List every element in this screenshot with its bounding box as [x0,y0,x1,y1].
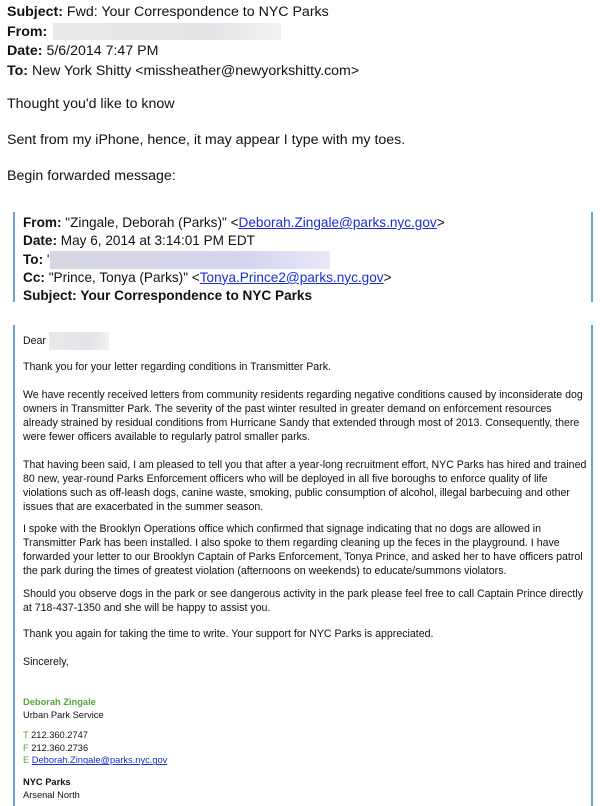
paragraph-4 [23,522,588,578]
date-label: Date: [7,43,43,59]
fwd-from-name: "Zingale, Deborah (Parks)" < [65,215,239,230]
outer-date-row [7,42,359,62]
fwd-date-label: Date: [23,233,57,249]
fwd-date-value: May 6, 2014 at 3:14:01 PM EDT [60,233,255,249]
paragraph-2 [23,388,588,444]
signature-phone-row [23,729,167,742]
paragraph-5-text: Should you observe dogs in the park or see dangerous activity in the park please feel free to call Captain Prince directly at 718-437-1350 and she will be happy to assist you. [23,588,584,615]
redacted-recipient-name [49,332,109,350]
subject-value: Fwd: Your Correspondence to NYC Parks [66,4,329,20]
greeting-row [23,332,588,350]
date-value: 5/6/2014 7:47 PM [46,43,159,59]
fwd-subject-value: Your Correspondence to NYC Parks [80,288,313,304]
paragraph-6 [23,627,588,641]
note-line: Thought you'd like to know [7,96,175,112]
paragraph-1 [23,360,588,374]
to-value: New York Shitty <missheather@newyorkshitty.com> [31,62,360,79]
signature-block [23,696,167,801]
outer-subject-row [7,3,359,23]
paragraph-5 [23,587,588,615]
fwd-cc-close: > [383,269,392,285]
signature-title: Urban Park Service [23,709,104,720]
signature-email-link[interactable]: Deborah.Zingale@parks.nyc.gov [31,755,168,766]
signature-note: Sent from my iPhone, hence, it may appear I type with my toes. [7,132,406,148]
from-label: From: [7,23,48,40]
fwd-from-email-link[interactable]: Deborah.Zingale@parks.nyc.gov [238,215,437,230]
email-label: E [23,755,30,766]
fwd-from-row [23,214,445,232]
paragraph-2-text: We have recently received letters from community residents regarding negative conditions caused by inconsiderate dog owners in Transmitter Park. The severity of the past winter resulted in greater demand on enforcement resources already strained by residual conditions from Hurricane Sandy that extended through most of 2013. Consequently, there were fewer officers available to regularly patrol smaller parks. [23,389,583,444]
fax-value: 212.360.2736 [31,742,89,753]
signature-location: Arsenal North [23,789,80,800]
fwd-to-prefix: ' [46,251,50,267]
to-label: To: [7,62,29,79]
greeting: Dear [23,334,46,347]
fwd-cc-name: "Prince, Tonya (Parks)" < [48,269,200,285]
outer-email-header [7,3,359,81]
fwd-date-row [23,232,445,250]
fwd-to-row [23,251,445,269]
fwd-from-close: > [436,215,445,230]
subject-label: Subject: [7,4,63,20]
paragraph-4-text: I spoke with the Brooklyn Operations office which confirmed that signage indicating that no dogs are allowed in Transmitter Park has been installed. I also spoke to them regarding cleaning up the feces in the playground. I have forwarded your letter to our Brooklyn Captain of Parks Enforcement, Tonya Prince, and asked her to have officers patrol the park during the times of greatest violation (afternoons on weekends) to educate/summons violators. [23,523,583,578]
letter-body-block [13,325,593,806]
signature-org: NYC Parks [23,776,71,787]
fwd-subject-label: Subject: [23,288,77,304]
outer-from-row [7,23,359,43]
redacted-sender [53,23,281,40]
paragraph-1-text: Thank you for your letter regarding conditions in Transmitter Park. [23,361,331,373]
forwarded-header-block [13,212,593,302]
closing: Sincerely, [23,656,69,668]
fwd-subject-row [23,287,445,305]
signature-email-row [23,754,167,767]
forwarded-intro: Begin forwarded message: [7,168,176,184]
fwd-to-label: To: [23,251,44,267]
phone-value: 212.360.2747 [31,730,88,741]
paragraph-3 [23,458,588,514]
signature-fax-row [23,742,167,755]
paragraph-6-text: Thank you again for taking the time to write. Your support for NYC Parks is appreciated. [23,628,434,640]
fwd-from-label: From: [23,215,62,230]
fwd-cc-row [23,269,445,287]
redacted-recipient [50,251,330,269]
fax-label: F [23,742,29,753]
fwd-cc-email-link[interactable]: Tonya.Prince2@parks.nyc.gov [199,269,384,285]
signature-name: Deborah Zingale [23,697,96,707]
outer-to-row [7,62,359,82]
paragraph-3-text: That having been said, I am pleased to tell you that after a year-long recruitment effort, NYC Parks has hired and trained 80 new, year-round Parks Enforcement officers who will be deployed in all five boroughs to enforce quality of life violations such as off-leash dogs, canine waste, smoking, public consumption of alcohol, illegal barbecuing and other issues that are exacerbated in the summer season. [23,459,587,514]
fwd-cc-label: Cc: [23,269,45,285]
phone-label: T [23,730,29,741]
